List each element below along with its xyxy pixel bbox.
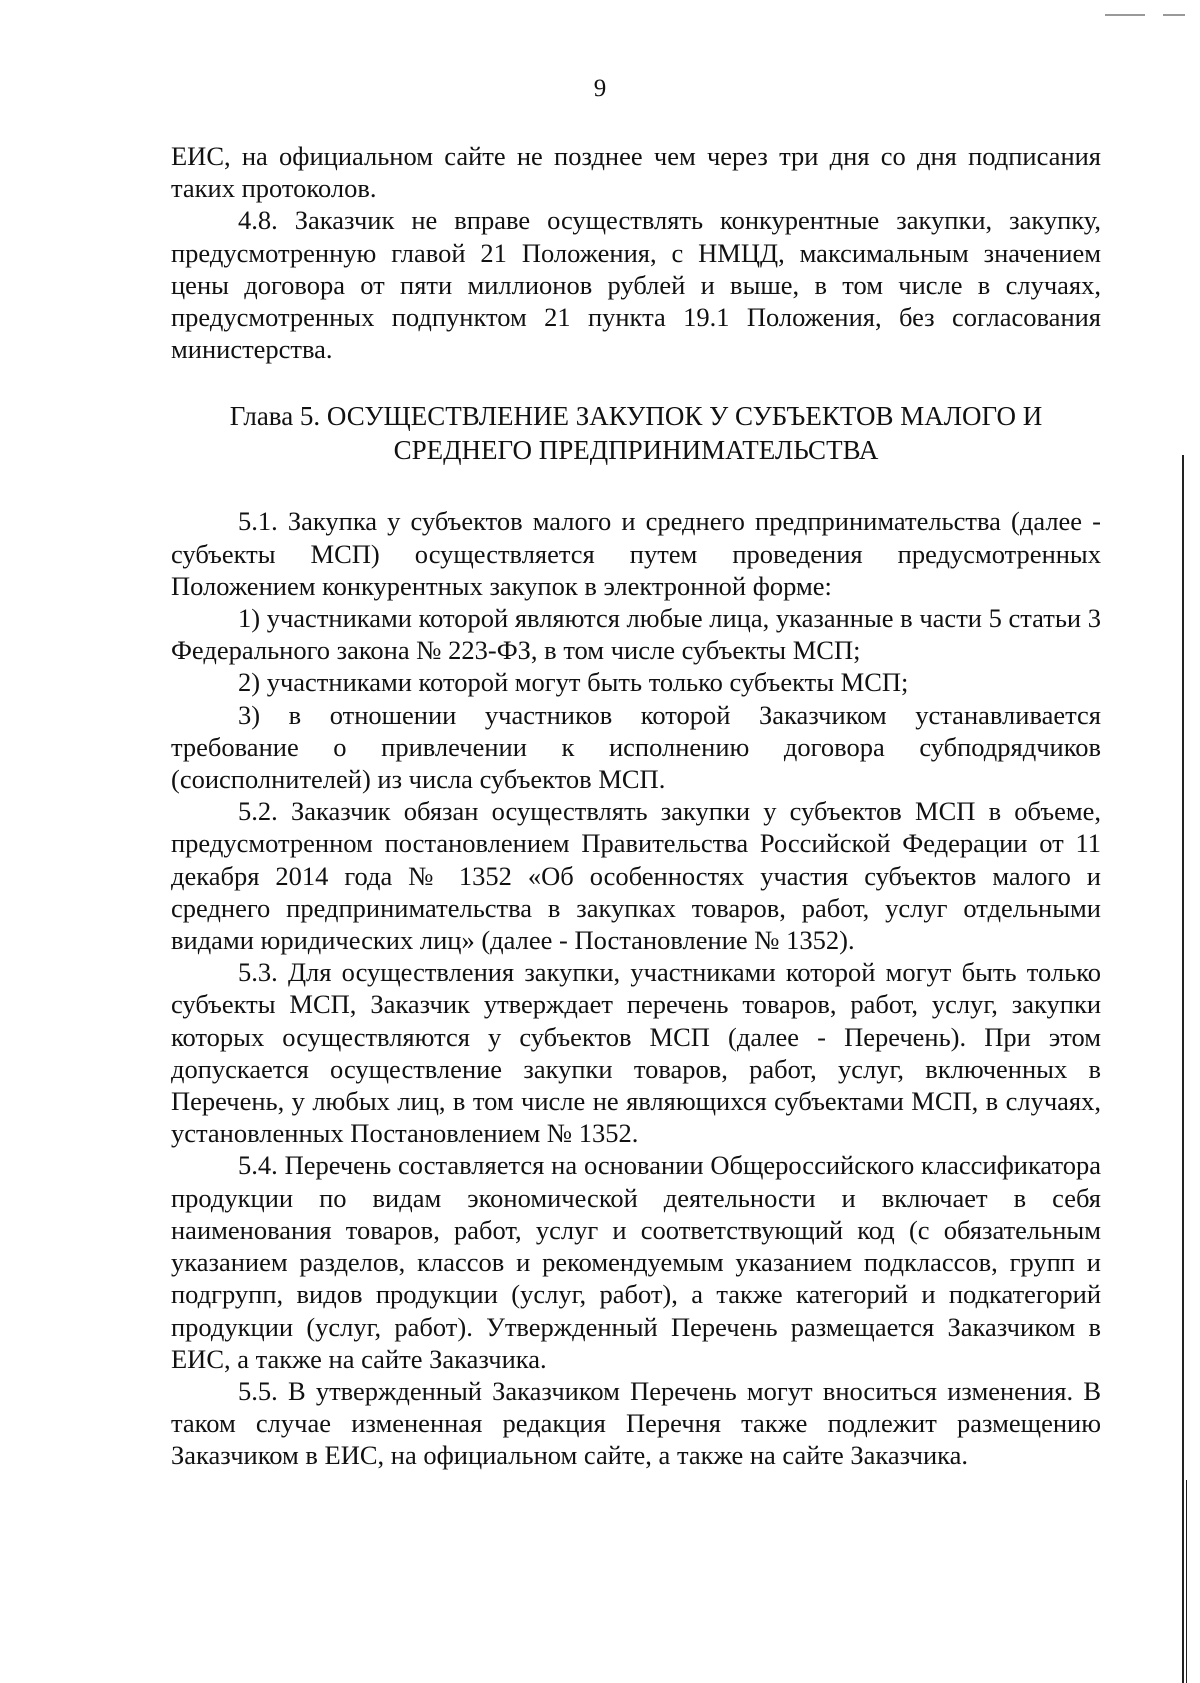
list-item-3: 3) в отношении участников которой Заказчиком устанавливается требование о привлечении к исполнению договора субподрядчиков (соисполнителей) из числа субъектов МСП. xyxy=(171,699,1101,795)
chapter-title-line-2: СРЕДНЕГО ПРЕДПРИНИМАТЕЛЬСТВА xyxy=(393,435,879,466)
document-body xyxy=(171,140,1101,1472)
scan-edge-line-2 xyxy=(1186,1480,1187,1683)
list-item-2: 2) участниками которой могут быть только субъекты МСП; xyxy=(238,667,909,698)
paragraph-5-2: 5.2. Заказчик обязан осуществлять закупки у субъектов МСП в объеме, предусмотренном постановлением Правительства Российской Федерации от 11 декабря 2014 года № 1352 «Об особенностях участия субъектов малого и среднего предпринимательства в закупках товаров, работ, услуг отдельными видами юридических лиц» (далее - Постановление № 1352). xyxy=(171,796,1101,956)
scan-edge-mark xyxy=(1105,14,1145,16)
list-item-1: 1) участниками которой являются любые лица, указанные в части 5 статьи 3 Федерального закона № 223-ФЗ, в том числе субъекты МСП; xyxy=(171,603,1101,666)
scan-edge-mark-2 xyxy=(1163,14,1185,16)
paragraph-4-8: 4.8. Заказчик не вправе осуществлять конкурентные закупки, закупку, предусмотренную главой 21 Положения, с НМЦД, максимальным значением цены договора от пяти миллионов рублей и выше, в том числе в случаях, предусмотренных подпунктом 21 пункта 19.1 Положения, без согласования министерства. xyxy=(171,205,1101,365)
paragraph-5-1: 5.1. Закупка у субъектов малого и среднего предпринимательства (далее - субъекты МСП) осуществляется путем проведения предусмотренных Положением конкурентных закупок в электронной форме: xyxy=(171,506,1101,601)
paragraph-continuation: ЕИС, на официальном сайте не позднее чем через три дня со дня подписания таких протоколов. xyxy=(171,141,1101,204)
chapter-heading xyxy=(171,399,1101,467)
paragraph-5-3: 5.3. Для осуществления закупки, участниками которой могут быть только субъекты МСП, Заказчик утверждает перечень товаров, работ, услуг, закупки которых осуществляются у субъектов МСП (далее - Перечень). При этом допускается осуществление закупки товаров, работ, услуг, включенных в Перечень, у любых лиц, в том числе не являющихся субъектами МСП, в случаях, установленных Постановлением № 1352. xyxy=(171,957,1101,1149)
scan-edge-line xyxy=(1182,455,1184,1683)
chapter-title-line-1: Глава 5. ОСУЩЕСТВЛЕНИЕ ЗАКУПОК У СУБЪЕКТОВ МАЛОГО И xyxy=(229,401,1043,432)
page-number: 9 xyxy=(593,75,607,102)
paragraph-5-4: 5.4. Перечень составляется на основании Общероссийского классификатора продукции по видам экономической деятельности и включает в себя наименования товаров, работ, услуг и соответствующий код (с обязательным указанием разделов, классов и рекомендуемым указанием подклассов, групп и подгрупп, видов продукции (услуг, работ), а также категорий и подкатегорий продукции (услуг, работ). Утвержденный Перечень размещается Заказчиком в ЕИС, а также на сайте Заказчика. xyxy=(171,1150,1101,1374)
paragraph-5-5: 5.5. В утвержденный Заказчиком Перечень могут вноситься изменения. В таком случае измененная редакция Перечня также подлежит размещению Заказчиком в ЕИС, на официальном сайте, а также на сайте Заказчика. xyxy=(171,1375,1101,1471)
